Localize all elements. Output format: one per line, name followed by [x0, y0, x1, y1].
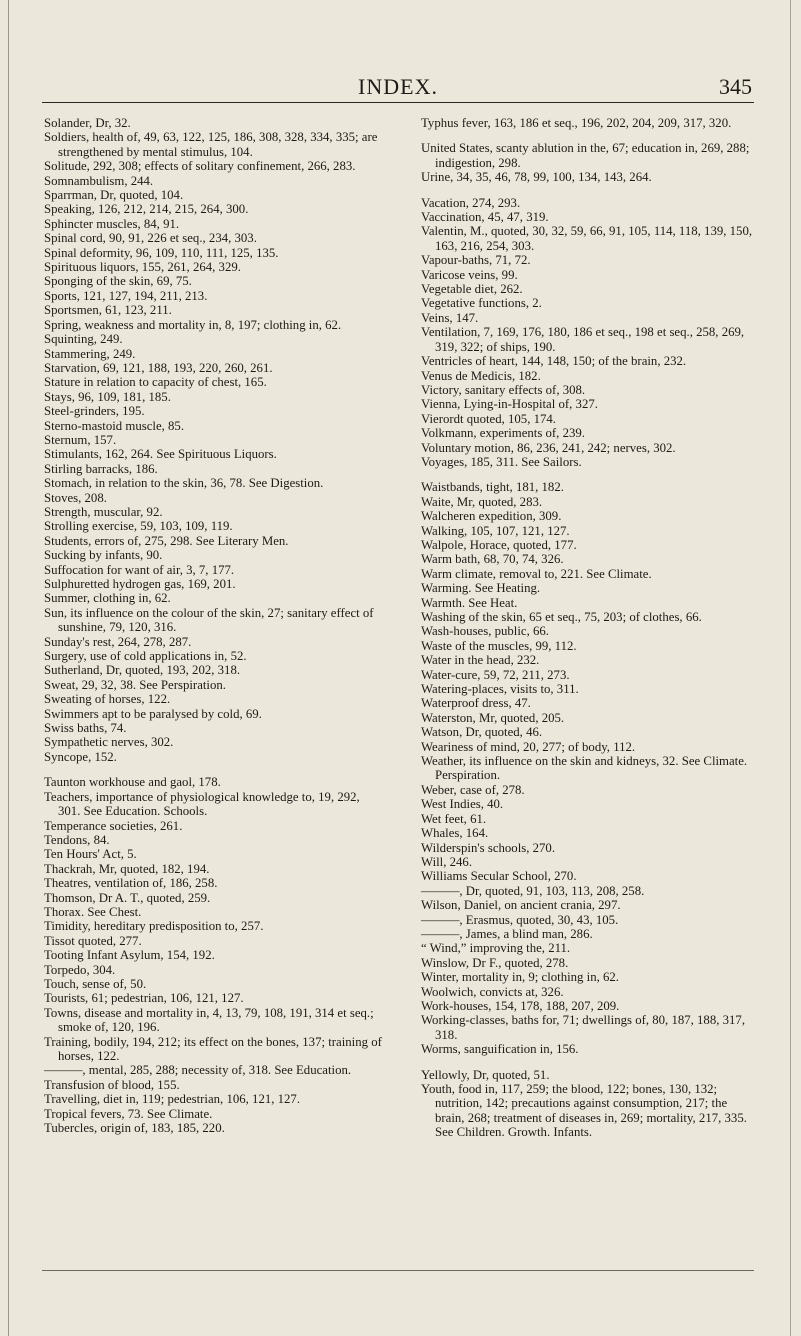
index-entry: Warm climate, removal to, 221. See Climate. [421, 566, 652, 581]
index-entry: Sphincter muscles, 84, 91. [44, 216, 180, 231]
index-entry: Surgery, use of cold applications in, 52. [44, 649, 247, 664]
index-entry: ———, Dr, quoted, 91, 103, 113, 208, 258. [421, 883, 645, 898]
page-header [42, 70, 754, 104]
index-entry: Towns, disease and mortality in, 4, 13, 79, 108, 191, 314 et seq.; smoke of, 120, 196. [44, 1005, 374, 1035]
index-entry: Spinal cord, 90, 91, 226 et seq., 234, 303. [44, 231, 257, 246]
header-rule [42, 102, 754, 103]
index-entry: Williams Secular School, 270. [421, 869, 577, 884]
index-entry: Tubercles, origin of, 183, 185, 220. [44, 1121, 225, 1136]
index-entry: Victory, sanitary effects of, 308. [421, 382, 586, 397]
index-entry: Sunday's rest, 264, 278, 287. [44, 634, 192, 649]
index-entry: Watering-places, visits to, 311. [421, 682, 579, 697]
index-entry: Stature in relation to capacity of chest, 165. [44, 375, 267, 390]
index-entry: Whales, 164. [421, 826, 489, 841]
index-entry: Winter, mortality in, 9; clothing in, 62. [421, 970, 620, 985]
index-entry: Sparrman, Dr, quoted, 104. [44, 188, 184, 203]
index-entry: Stoves, 208. [44, 490, 107, 505]
index-entry: Spinal deformity, 96, 109, 110, 111, 125, 135. [44, 245, 279, 260]
index-entry: United States, scanty ablution in the, 67; education in, 269, 288; indigestion, 298. [421, 141, 750, 170]
index-entry: Waste of the muscles, 99, 112. [421, 638, 577, 653]
index-entry: Washing of the skin, 65 et seq., 75, 203; of clothes, 66. [421, 610, 702, 624]
index-entry: Warming. See Heating. [421, 581, 541, 596]
index-entry: Transfusion of blood, 155. [44, 1077, 180, 1092]
index-entry: Voluntary motion, 86, 236, 241, 242; nerves, 302. [421, 440, 676, 455]
index-entry: Vegetable diet, 262. [421, 282, 523, 297]
index-entry: Tendons, 84. [44, 832, 110, 847]
page-edge-rule-right [790, 0, 791, 1336]
index-entry: Waterston, Mr, quoted, 205. [421, 710, 565, 725]
index-entry: Sweating of horses, 122. [44, 692, 171, 707]
index-entry: Soldiers, health of, 49, 63, 122, 125, 186, 308, 328, 334, 335; are strengthened by mental stimulus, 104. [44, 130, 378, 159]
index-entry: Weariness of mind, 20, 277; of body, 112. [421, 739, 636, 754]
index-entry: Venus de Medicis, 182. [421, 368, 541, 383]
index-entry: Sterno-mastoid muscle, 85. [44, 418, 185, 433]
index-entry: Ventilation, 7, 169, 176, 180, 186 et seq., 198 et seq., 258, 269, 319, 322; of ships, 190. [421, 325, 745, 354]
index-column-left [44, 116, 382, 1135]
index-entry: Torpedo, 304. [44, 962, 116, 977]
index-entry: Thackrah, Mr, quoted, 182, 194. [44, 861, 210, 876]
index-entry: Veins, 147. [421, 310, 479, 325]
index-entry: Wilson, Daniel, on ancient crania, 297. [421, 898, 621, 913]
index-entry: Waterproof dress, 47. [421, 696, 531, 711]
index-entry: Youth, food in, 117, 259; the blood, 122; bones, 130, 132; nutrition, 142; precautions against consumption, 217; the brain, 268; treatment of diseases in, 269; mortality, 217, 335. See Children. Growth. Infants. [421, 1082, 747, 1140]
index-entry: Speaking, 126, 212, 214, 215, 264, 300. [44, 202, 249, 217]
index-entry: Volkmann, experiments of, 239. [421, 426, 585, 441]
index-entry: Solander, Dr, 32. [44, 116, 131, 130]
index-entry: Sulphuretted hydrogen gas, 169, 201. [44, 577, 236, 591]
index-entry: Warmth. See Heat. [421, 595, 518, 610]
index-entry: Sweat, 29, 32, 38. See Perspiration. [44, 677, 226, 692]
index-entry: Vaccination, 45, 47, 319. [421, 210, 549, 225]
index-entry: Steel-grinders, 195. [44, 404, 145, 419]
index-entry: Walpole, Horace, quoted, 177. [421, 537, 577, 552]
section-gap [421, 469, 757, 480]
index-entry: Tropical fevers, 73. See Climate. [44, 1106, 213, 1121]
index-entry: Squinting, 249. [44, 332, 123, 347]
index-column-right [421, 116, 757, 1140]
index-entry: Vegetative functions, 2. [421, 296, 542, 311]
section-gap [421, 185, 757, 196]
index-entry: Working-classes, baths for, 71; dwellings of, 80, 187, 188, 317, 318. [421, 1013, 746, 1042]
index-entry: Tooting Infant Asylum, 154, 192. [44, 948, 215, 963]
index-entry: Stirling barracks, 186. [44, 461, 158, 476]
index-entry: Wilderspin's schools, 270. [421, 840, 556, 855]
index-entry: Strolling exercise, 59, 103, 109, 119. [44, 519, 233, 534]
index-entry: Solitude, 292, 308; effects of solitary confinement, 266, 283. [44, 159, 356, 174]
index-entry: Sternum, 157. [44, 432, 117, 447]
index-entry: Weber, case of, 278. [421, 782, 525, 797]
index-entry: Swimmers apt to be paralysed by cold, 69. [44, 706, 262, 721]
index-entry: Woolwich, convicts at, 326. [421, 984, 564, 999]
index-entry: Walking, 105, 107, 121, 127. [421, 523, 570, 538]
index-entry: Ventricles of heart, 144, 148, 150; of the brain, 232. [421, 354, 687, 369]
index-entry: Walcheren expedition, 309. [421, 509, 562, 524]
index-entry: Winslow, Dr F., quoted, 278. [421, 955, 569, 970]
index-entry: Ten Hours' Act, 5. [44, 847, 137, 862]
index-entry: Vapour-baths, 71, 72. [421, 253, 531, 268]
index-entry: Weather, its influence on the skin and kidneys, 32. See Climate. Perspiration. [421, 754, 748, 783]
index-entry: Suffocation for want of air, 3, 7, 177. [44, 562, 235, 577]
index-entry: Tourists, 61; pedestrian, 106, 121, 127. [44, 991, 244, 1006]
index-entry: Worms, sanguification in, 156. [421, 1042, 579, 1057]
index-entry: ———, Erasmus, quoted, 30, 43, 105. [421, 912, 619, 927]
index-entry: Waite, Mr, quoted, 283. [421, 494, 543, 509]
page-title: INDEX. [358, 74, 438, 99]
index-entry: Tissot quoted, 277. [44, 933, 142, 948]
index-entry: Sutherland, Dr, quoted, 193, 202, 318. [44, 663, 241, 678]
section-gap [421, 1057, 757, 1068]
section-gap [44, 764, 382, 775]
index-entry: Sympathetic nerves, 302. [44, 735, 174, 750]
index-entry: Thomson, Dr A. T., quoted, 259. [44, 890, 211, 905]
index-entry: Valentin, M., quoted, 30, 32, 59, 66, 91, 105, 114, 118, 139, 150, 163, 216, 254, 303. [421, 224, 753, 253]
index-entry: Strength, muscular, 92. [44, 504, 163, 519]
index-entry: Stomach, in relation to the skin, 36, 78. See Digestion. [44, 476, 324, 491]
section-gap [421, 130, 757, 141]
index-entry: Wash-houses, public, 66. [421, 624, 549, 639]
footer-rule [42, 1270, 754, 1271]
index-entry: Sponging of the skin, 69, 75. [44, 274, 192, 289]
index-entry: Temperance societies, 261. [44, 818, 183, 833]
index-entry: Voyages, 185, 311. See Sailors. [421, 454, 582, 469]
index-entry: Sun, its influence on the colour of the skin, 27; sanitary effect of sunshine, 79, 120, 316. [44, 605, 374, 635]
index-entry: Spring, weakness and mortality in, 8, 197; clothing in, 62. [44, 317, 342, 332]
index-entry: Will, 246. [421, 854, 473, 869]
index-entry: Vienna, Lying-in-Hospital of, 327. [421, 397, 598, 412]
index-entry: Wet feet, 61. [421, 811, 487, 826]
index-entry: Work-houses, 154, 178, 188, 207, 209. [421, 998, 620, 1013]
index-entry: West Indies, 40. [421, 797, 504, 812]
page-number: 345 [719, 74, 752, 99]
index-entry: Vierordt quoted, 105, 174. [421, 411, 556, 426]
index-entry: Timidity, hereditary predisposition to, 257. [44, 919, 264, 934]
index-entry: Water in the head, 232. [421, 653, 540, 668]
index-entry: Somnambulism, 244. [44, 173, 154, 188]
index-entry: Varicose veins, 99. [421, 267, 518, 282]
index-entry: Vacation, 274, 293. [421, 195, 521, 210]
index-entry: Swiss baths, 74. [44, 721, 127, 736]
index-entry: Watson, Dr, quoted, 46. [421, 725, 543, 740]
index-entry: ———, James, a blind man, 286. [421, 926, 593, 941]
page-edge-rule-left [8, 0, 9, 1336]
index-entry: Warm bath, 68, 70, 74, 326. [421, 552, 564, 567]
index-entry: Yellowly, Dr, quoted, 51. [421, 1067, 550, 1082]
index-entry: Waistbands, tight, 181, 182. [421, 480, 564, 495]
index-entry: “ Wind,” improving the, 211. [421, 941, 571, 956]
index-entry: Touch, sense of, 50. [44, 976, 147, 991]
index-entry: ———, mental, 285, 288; necessity of, 318. See Education. [44, 1063, 352, 1078]
index-entry: Teachers, importance of physiological knowledge to, 19, 292, 301. See Education. Schools. [44, 789, 360, 819]
index-entry: Syncope, 152. [44, 749, 117, 764]
index-entry: Water-cure, 59, 72, 211, 273. [421, 667, 570, 682]
index-entry: Summer, clothing in, 62. [44, 591, 171, 606]
index-entry: Sports, 121, 127, 194, 211, 213. [44, 288, 208, 303]
index-entry: Urine, 34, 35, 46, 78, 99, 100, 134, 143, 264. [421, 170, 652, 185]
index-entry: Taunton workhouse and gaol, 178. [44, 775, 221, 790]
index-entry: Sportsmen, 61, 123, 211. [44, 303, 172, 318]
index-entry: Travelling, diet in, 119; pedestrian, 106, 121, 127. [44, 1092, 301, 1107]
index-entry: Typhus fever, 163, 186 et seq., 196, 202, 204, 209, 317, 320. [421, 116, 732, 130]
index-entry: Stammering, 249. [44, 346, 136, 361]
index-entry: Starvation, 69, 121, 188, 193, 220, 260, 261. [44, 360, 273, 375]
index-entry: Sucking by infants, 90. [44, 548, 163, 563]
index-entry: Thorax. See Chest. [44, 904, 142, 919]
index-entry: Stays, 96, 109, 181, 185. [44, 389, 171, 404]
index-entry: Theatres, ventilation of, 186, 258. [44, 876, 218, 891]
index-entry: Students, errors of, 275, 298. See Literary Men. [44, 533, 289, 548]
index-entry: Training, bodily, 194, 212; its effect on the bones, 137; training of horses, 122. [44, 1034, 382, 1063]
index-entry: Stimulants, 162, 264. See Spirituous Liquors. [44, 447, 277, 462]
index-entry: Spirituous liquors, 155, 261, 264, 329. [44, 260, 241, 275]
